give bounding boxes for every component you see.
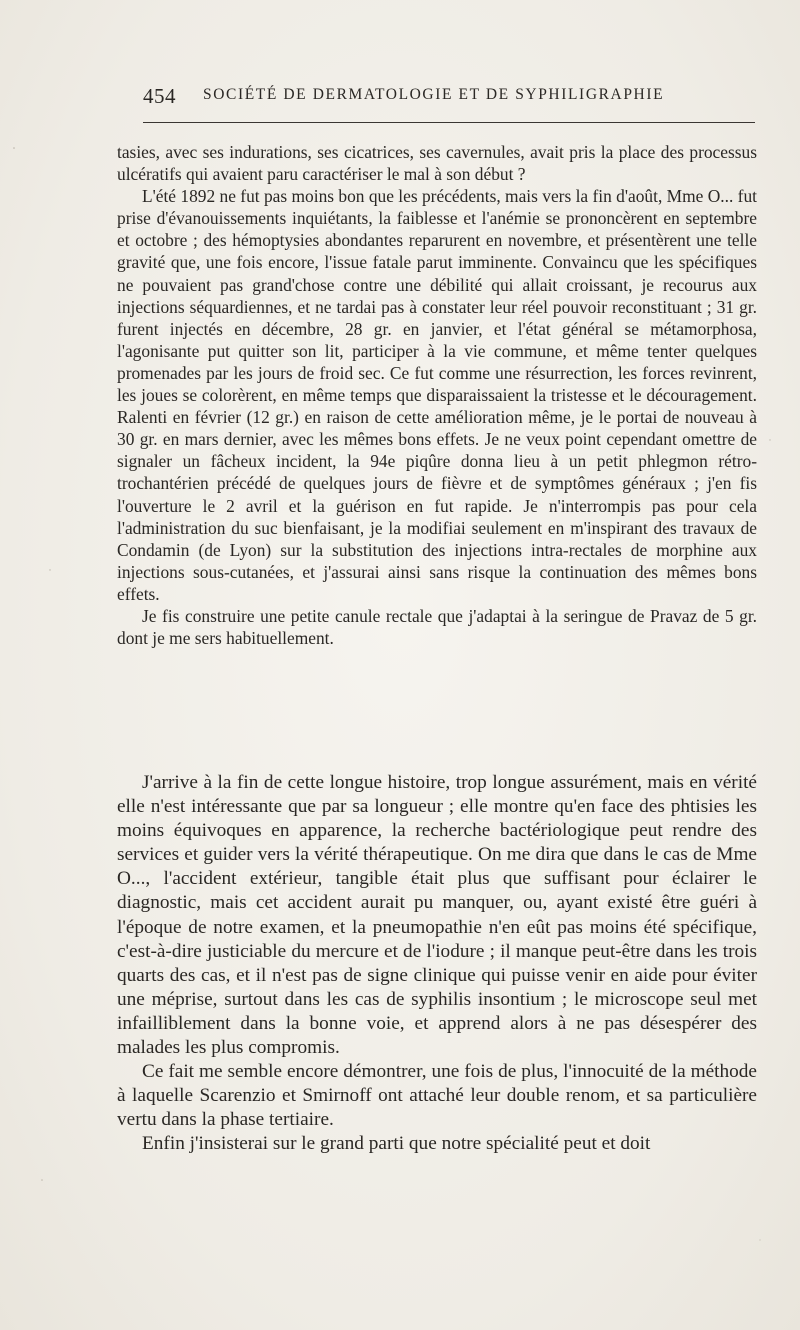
paragraph-canule: Je fis construire une petite canule rectale que j'adaptai à la seringue de Pravaz de 5 gr. dont je me sers habituellement. bbox=[117, 605, 757, 649]
case-report-text bbox=[117, 141, 757, 649]
paragraph-summer-1892: L'été 1892 ne fut pas moins bon que les précédents, mais vers la fin d'août, Mme O... fut prise d'évanouissements inquiétants, la faiblesse et l'anémie se prononcèrent en septembre et octobre ; des hémoptysies abondantes reparurent en novembre, et présentèrent une telle gravité que, une fois encore, l'issue fatale parut imminente. Convaincu que les spécifiques ne pouvaient pas grand'chose contre une débilité qui allait croissant, je recourus aux injections séquardiennes, et ne tardai pas à constater leur réel pouvoir reconstituant ; 31 gr. furent injectés en décembre, 28 gr. en janvier, et l'état général se métamorphosa, l'agonisante put quitter son lit, participer à la vie commune, et même tenter quelques promenades par les jours de froid sec. Ce fut comme une résurrection, les forces revinrent, les joues se colorèrent, en même temps que disparaissaient la tristesse et le découragement. Ralenti en février (12 gr.) en raison de cette amélioration même, je le portai de nouveau à 30 gr. en mars dernier, avec les mêmes bons effets. Je ne veux point cependant omettre de signaler un fâcheux incident, la 94e piqûre donna lieu à un petit phlegmon rétro-trochantérien précédé de quelques jours de fièvre et de symptômes généraux ; j'en fis l'ouverture le 2 avril et la guérison en fut rapide. Je n'interrompis pas pour cela l'administration du suc bienfaisant, je la modifiai seulement en m'inspirant des travaux de Condamin (de Lyon) sur la substitution des injections intra-rectales de morphine aux injections sous-cutanées, et j'assurai ainsi sans risque la continuation des mêmes bons effets. bbox=[117, 186, 757, 604]
running-head bbox=[143, 84, 757, 114]
paragraph-continued: tasies, avec ses indurations, ses cicatrices, ses cavernules, avait pris la place des processus ulcératifs qui avaient paru caractériser le mal à son début ? bbox=[117, 142, 757, 185]
paragraph-enfin: Enfin j'insisterai sur le grand parti que notre spécialité peut et doit bbox=[142, 1133, 651, 1155]
page-number: 454 bbox=[143, 84, 176, 108]
conclusion-text bbox=[117, 771, 757, 1157]
paragraph-innocuite: Ce fait me semble encore démontrer, une fois de plus, l'innocuité de la méthode à laquelle Scarenzio et Smirnoff ont attaché leur double renom, et sa particulière vertu dans la phase tertiaire. bbox=[117, 1061, 757, 1131]
paragraph-conclusion: J'arrive à la fin de cette longue histoire, trop longue assurément, mais en vérité elle n'est intéressante que par sa longueur ; elle montre qu'en face des phtisies les moins équivoques en apparence, la recherche bactériologique peut rendre des services et guider vers la vérité thérapeutique. On me dira que dans le cas de Mme O..., l'accident extérieur, tangible était plus que suffisant pour éclairer le diagnostic, mais cet accident aurait pu manquer, ou, ayant existé être guéri à l'époque de notre examen, et la pneumopathie n'en eût pas moins été spécifique, c'est-à-dire justiciable du mercure et de l'iodure ; il manque peut-être dans les trois quarts des cas, et il n'est pas de signe clinique qui puisse venir en aide pour éviter une méprise, surtout dans les cas de syphilis insontium ; le microscope seul met infailliblement dans la bonne voie, et apprend alors à ne pas désespérer des malades les plus compromis. bbox=[117, 772, 757, 1059]
header-rule bbox=[143, 122, 755, 123]
running-title: SOCIÉTÉ DE DERMATOLOGIE ET DE SYPHILIGRAPHIE bbox=[203, 86, 665, 103]
